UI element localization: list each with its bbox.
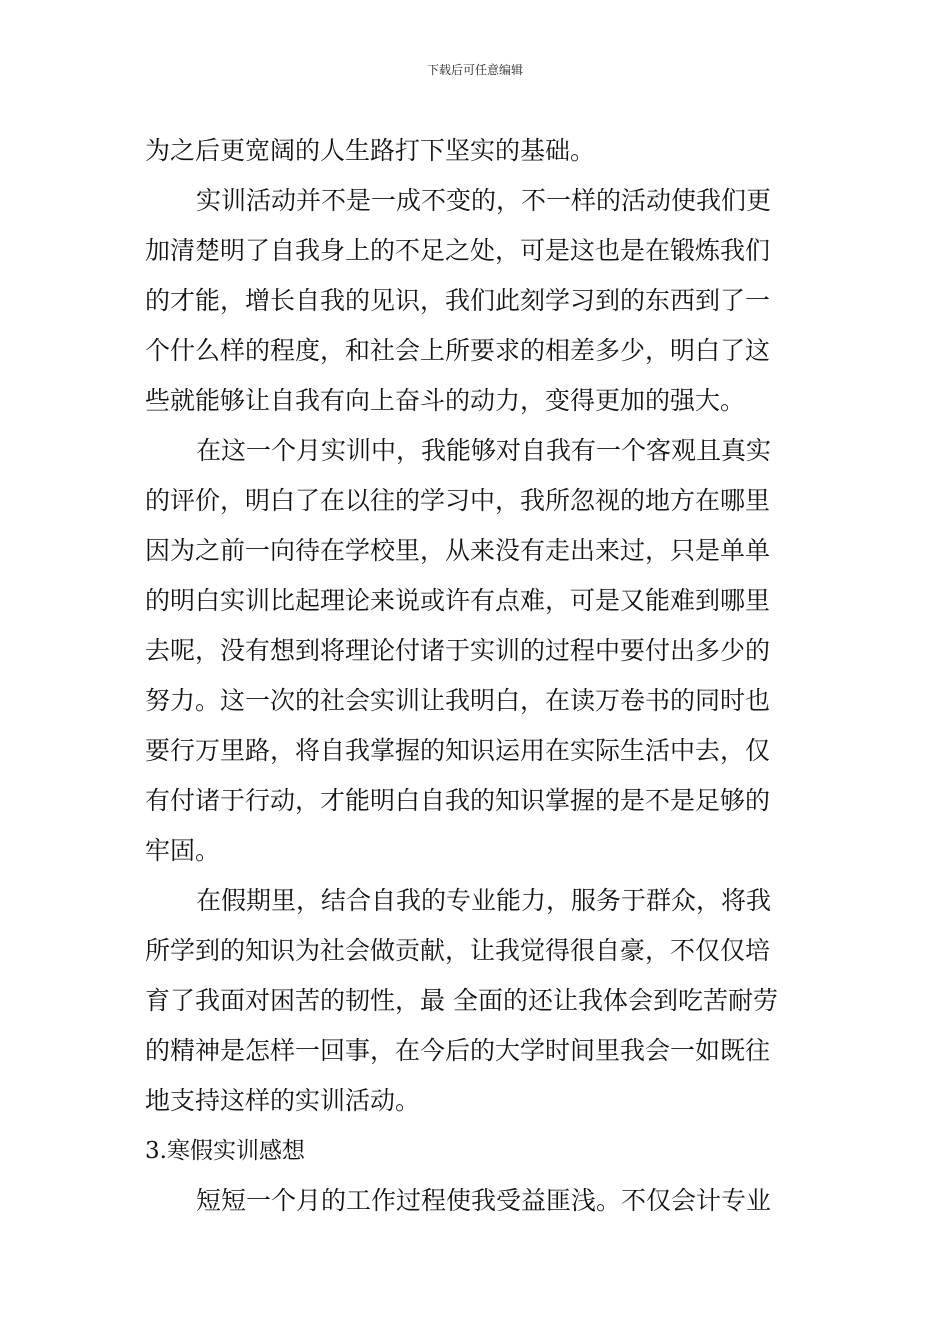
text-line: 的明白实训比起理论来说或许有点难，可是又能难到哪里 [145,586,771,615]
text-line: 育了我面对困苦的韧性，最 全面的还让我体会到吃苦耐劳 [145,986,778,1015]
paragraph-start-line: 短短一个月的工作过程使我受益匪浅。不仅会计专业 [196,1186,772,1215]
text-line: 去呢，没有想到将理论付诸于实训的过程中要付出多少的 [145,636,771,665]
text-line: 个什么样的程度，和社会上所要求的相差多少，明白了这 [145,336,771,365]
text-line: 为之后更宽阔的人生路打下坚实的基础。 [145,136,596,165]
page-header: 下载后可任意编辑 [426,63,523,77]
text-line: 加清楚明了自我身上的不足之处，可是这也是在锻炼我们 [145,236,771,265]
text-line: 些就能够让自我有向上奋斗的动力，变得更加的强大。 [145,386,746,415]
paragraph-start-line: 在这一个月实训中，我能够对自我有一个客观且真实 [196,436,772,465]
text-line: 因为之前一向待在学校里，从来没有走出来过，只是单单 [145,536,771,565]
text-line: 要行万里路，将自我掌握的知识运用在实际生活中去，仅 [145,736,771,765]
text-line: 有付诸于行动，才能明白自我的知识掌握的是不是足够的 [145,786,771,815]
paragraph-start-line: 实训活动并不是一成不变的，不一样的活动使我们更 [196,186,772,215]
text-line: 的精神是怎样一回事，在今后的大学时间里我会一如既往 [145,1036,771,1065]
text-line: 地支持这样的实训活动。 [145,1086,421,1115]
text-line: 的评价，明白了在以往的学习中，我所忽视的地方在哪里 [145,486,771,515]
text-line: 努力。这一次的社会实训让我明白，在读万卷书的同时也 [145,686,771,715]
document-body [145,126,809,1226]
section-heading: 3.寒假实训感想 [145,1138,305,1164]
text-line: 的才能，增长自我的见识，我们此刻学习到的东西到了一 [145,286,771,315]
text-line: 牢固。 [145,836,221,865]
paragraph-start-line: 在假期里，结合自我的专业能力，服务于群众，将我 [196,886,772,915]
text-line: 所学到的知识为社会做贡献，让我觉得很自豪，不仅仅培 [145,936,771,965]
